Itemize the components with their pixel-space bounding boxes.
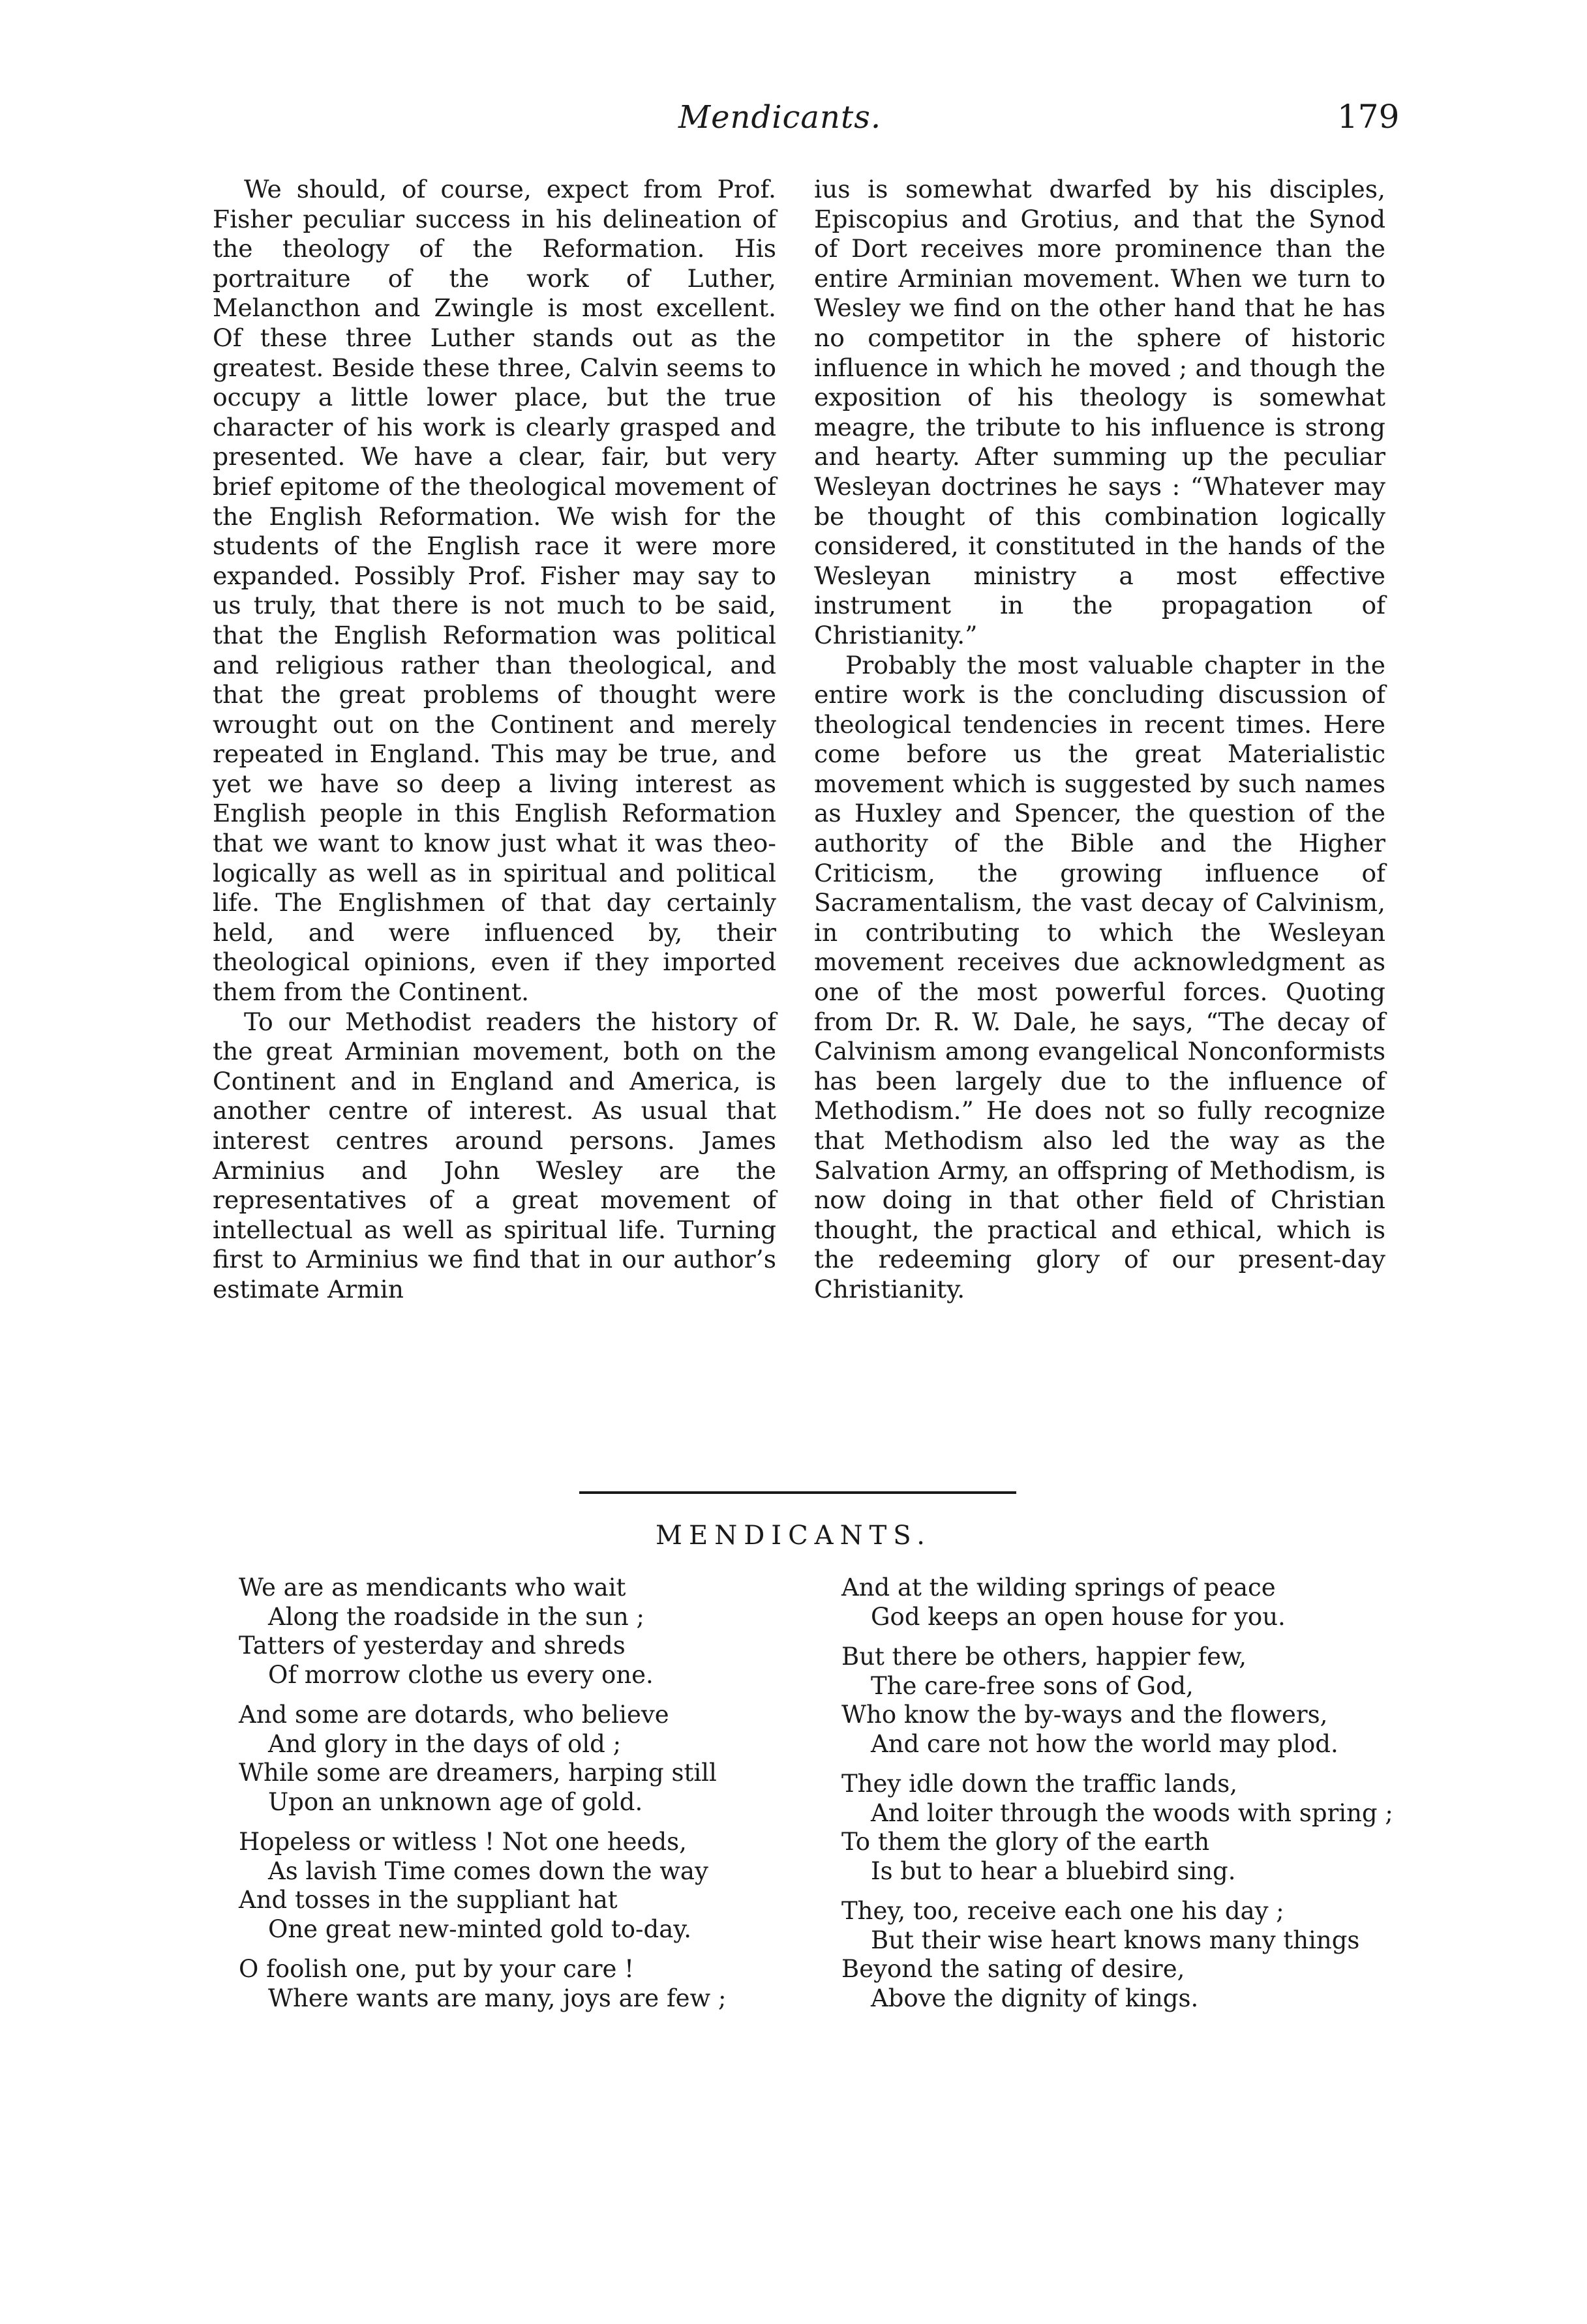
poem-line: We are as mendicants who wait (239, 1573, 626, 1601)
poem-line: And loiter through the woods with spring ; (871, 1798, 1393, 1827)
poem-line: But their wise heart knows many things (871, 1926, 1360, 1954)
poem-line: Along the roadside in the sun ; (268, 1602, 644, 1631)
article-paragraph: ius is somewhat dwarfed by his disciples, Episcopius and Grotius, and that the Synod of Dort receives more prominence than the entire Arminian movement. When we turn to Wesley we find on the other hand that he has no competitor in the sphere of historic influence in which he moved ; and though the exposition of his theology is somewhat meagre, the tribute to his influence is strong and hearty. After summing up the peculiar Wesleyan doctrines he says : “Whatever may be thought of this combination logically considered, it constituted in the hands of the Wesleyan ministry a most effective instrument in the propagation of Christianity.” (814, 175, 1385, 649)
poem-stanza (841, 1573, 1428, 1631)
poem-stanza (239, 1828, 826, 1944)
poem-line: Beyond the sating of desire, (841, 1955, 1185, 1983)
poem-line: Tatters of yesterday and shreds (239, 1631, 626, 1660)
poem-line: As lavish Time comes down the way (268, 1856, 708, 1885)
poem-stanza (841, 1897, 1428, 2013)
poem-line: And glory in the days of old ; (268, 1729, 622, 1758)
poem-line: But there be others, happier few, (841, 1643, 1247, 1671)
article-paragraph: We should, of course, expect from Prof. Fisher peculiar success in his delineation of the theology of the Reformation. His portraiture of the work of Luther, Melancthon and Zwingle is most excellent. Of these three Luther stands out as the greatest. Beside these three, Calvin seems to occupy a little lower place, but the true character of his work is clearly grasped and presented. We have a clear, fair, but very brief epitome of the theological movement of the English Reformation. We wish for the students of the English race it were more expanded. Possibly Prof. Fisher may say to us truly, that there is not much to be said, that the English Reformation was political and religious rather than theological, and that the great problems of thought were wrought out on the Continent and merely repeated in England. This may be true, and yet we have so deep a living interest as English people in this English Reformation that we want to know just what it was theologically as well as in spiritual and political life. The Englishmen of that day certainly held, and were influenced by, their theological opinions, even if they imported them from the Continent. (213, 175, 776, 1007)
poem-stanza (841, 1643, 1428, 1759)
poem-line: God keeps an open house for you. (871, 1602, 1286, 1631)
poem-line: And care not how the world may plod. (871, 1729, 1338, 1758)
poem-column-left (239, 1573, 826, 2024)
article-paragraph: Probably the most valuable chapter in the entire work is the concluding discussion of theological tendencies in recent times. Here come before us the great Materialistic movement which is suggested by such names as Huxley and Spencer, the question of the authority of the Bible and the Higher Criticism, the growing influence of Sacramentalism, the vast decay of Calvinism, in contributing to which the Wesleyan movement receives due acknowledgment as one of the most powerful forces. Quoting from Dr. R. W. Dale, he says, “The decay of Calvinism among evangelical Nonconformists has been largely due to the influence of Methodism.” He does not so fully recognize that Methodism also led the way as the Salvation Army, an offspring of Methodism, is now doing in that other field of Christian thought, the practical and ethical, which is the redeeming glory of our present-day Christianity. (814, 650, 1385, 1304)
poem-line: While some are dreamers, harping still (239, 1759, 717, 1787)
poem-line: And at the wilding springs of peace (841, 1573, 1276, 1601)
running-title: Mendicants. (678, 99, 882, 136)
section-divider (579, 1491, 1016, 1494)
poem-stanza (239, 1573, 826, 1690)
poem-line: To them the glory of the earth (841, 1828, 1210, 1856)
poem-line: Of morrow clothe us every one. (268, 1660, 654, 1689)
poem-line: Upon an unknown age of gold. (268, 1787, 643, 1816)
poem-line: They idle down the traffic lands, (841, 1770, 1238, 1798)
article-column-right (814, 175, 1385, 1305)
poem-line: Who know the by-ways and the flowers, (841, 1701, 1328, 1729)
article-paragraph: To our Methodist readers the history of the great Arminian movement, both on the Continent and in England and America, is another centre of interest. As usual that interest centres around persons. James Arminius and John Wesley are the representatives of a great movement of intellectual as well as spiritual life. Turning first to Arminius we find that in our author’s estimate Armin (213, 1007, 776, 1304)
poem-line: Hopeless or witless ! Not one heeds, (239, 1828, 687, 1856)
page-number: 179 (1337, 98, 1400, 136)
poem-line: One great new-minted gold to-day. (268, 1914, 692, 1943)
poem-stanza (239, 1701, 826, 1817)
poem-title: MENDICANTS. (656, 1521, 931, 1551)
article-column-left (213, 175, 776, 1305)
poem-line: And some are dotards, who believe (239, 1701, 669, 1729)
poem-line: O foolish one, put by your care ! (239, 1955, 635, 1983)
poem-stanza (239, 1955, 826, 2013)
poem-line: Is but to hear a bluebird sing. (871, 1856, 1236, 1885)
poem-stanza (841, 1770, 1428, 1886)
poem-line: The care-free sons of God, (871, 1671, 1194, 1700)
poem-line: They, too, receive each one his day ; (841, 1897, 1284, 1925)
poem-line: And tosses in the suppliant hat (239, 1886, 618, 1914)
poem-column-right (841, 1573, 1428, 2024)
poem-line: Above the dignity of kings. (871, 1984, 1199, 2012)
poem-line: Where wants are many, joys are few ; (268, 1984, 727, 2012)
